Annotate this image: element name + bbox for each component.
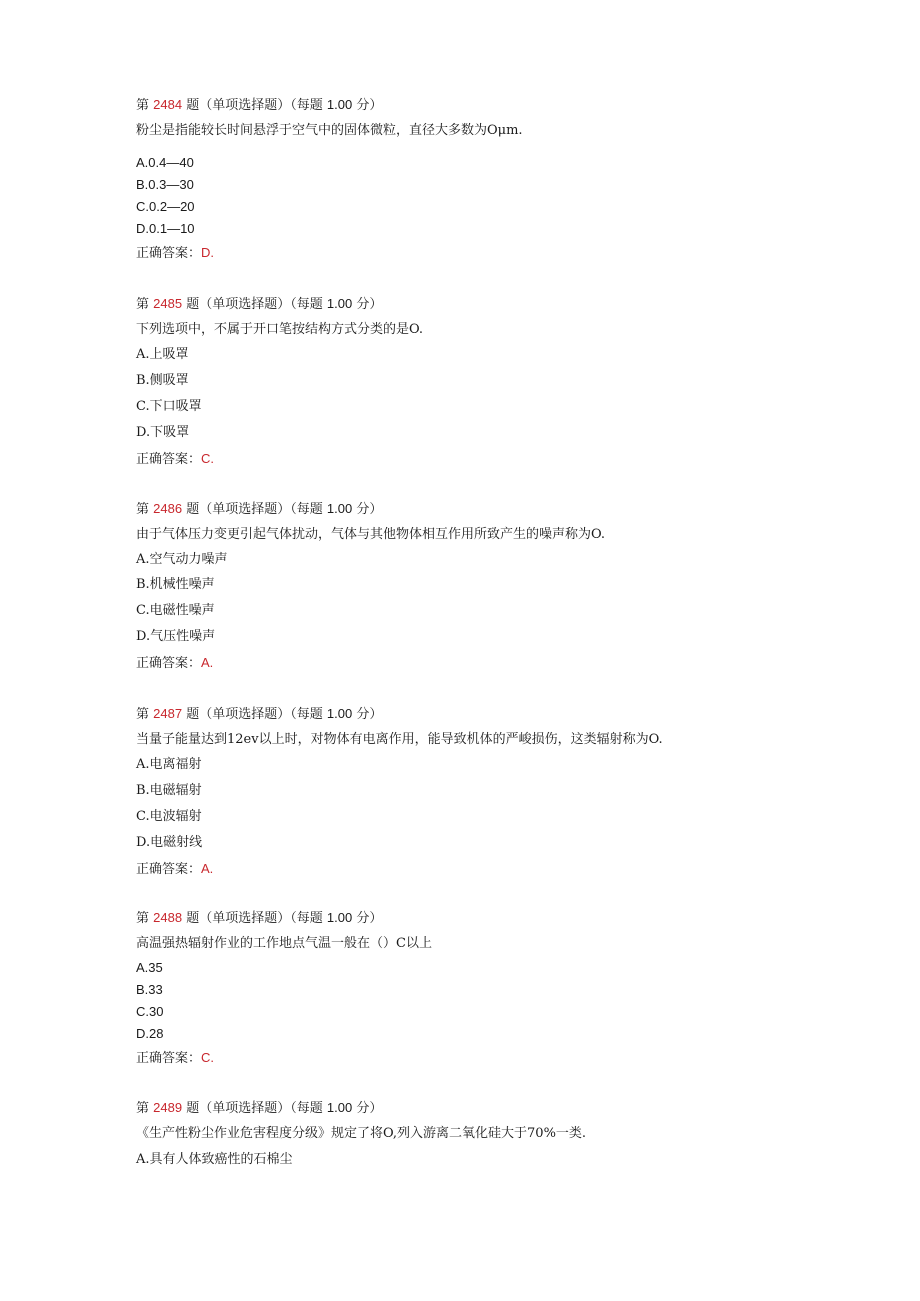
option-a: A.空气动力噪声 [136,552,228,567]
question-header: 第 2486 题（单项选择题）（每题 1.00 分） [136,501,383,517]
option-c: C.电波辐射 [136,809,202,824]
option-c: C.30 [136,1004,164,1019]
answer-line: 正确答案：A. [136,655,214,671]
answer-line: 正确答案：A. [136,861,214,877]
answer-value: C. [201,451,215,466]
question-header: 第 2489 题（单项选择题）（每题 1.00 分） [136,1100,383,1116]
option-a: A.0.4—40 [136,155,194,170]
question-stem: 粉尘是指能较长时间悬浮于空气中的固体微粒，直径大多数为Oμm. [136,123,523,138]
option-c: C.电磁性噪声 [136,603,215,618]
question-number: 2486 [153,501,183,516]
option-d: D.气压性噪声 [136,629,216,644]
question-stem: 由于气体压力变更引起气体扰动，气体与其他物体相互作用所致产生的噪声称为O. [136,527,606,542]
question-number: 2487 [153,706,183,721]
question-header: 第 2488 题（单项选择题）（每题 1.00 分） [136,910,383,926]
option-a: A.具有人体致癌性的石棉尘 [136,1152,293,1167]
option-c: C.0.2—20 [136,199,195,214]
question-header: 第 2487 题（单项选择题）（每题 1.00 分） [136,706,383,722]
option-b: B.电磁辐射 [136,783,202,798]
answer-line: 正确答案：C. [136,1050,215,1066]
question-number: 2489 [153,1100,183,1115]
option-c: C.下口吸罩 [136,399,202,414]
option-b: B.侧吸罩 [136,373,189,388]
question-stem: 《生产性粉尘作业危害程度分级》规定了将O,列入游离二氧化硅大于70%一类. [136,1126,587,1141]
option-d: D.下吸罩 [136,425,190,440]
answer-line: 正确答案：C. [136,451,215,467]
option-d: D.28 [136,1026,164,1041]
option-d: D.电磁射线 [136,835,203,850]
answer-value: A. [201,861,214,876]
question-stem: 当量子能量达到12ev以上时，对物体有电离作用，能导致机体的严峻损伤，这类辐射称为O. [136,732,663,747]
question-number: 2485 [153,296,183,311]
question-header: 第 2484 题（单项选择题）（每题 1.00 分） [136,97,383,113]
answer-value: D. [201,245,215,260]
answer-value: A. [201,655,214,670]
answer-line: 正确答案：D. [136,245,215,261]
option-a: A.电离福射 [136,757,202,772]
option-b: B.33 [136,982,163,997]
question-number: 2484 [153,97,183,112]
option-d: D.0.1—10 [136,221,195,236]
answer-value: C. [201,1050,215,1065]
question-stem: 高温强热辐射作业的工作地点气温一般在（）C以上 [136,936,432,951]
option-a: A.上吸罩 [136,347,189,362]
option-b: B.0.3—30 [136,177,194,192]
option-a: A.35 [136,960,163,975]
question-number: 2488 [153,910,183,925]
option-b: B.机械性噪声 [136,577,215,592]
question-header: 第 2485 题（单项选择题）（每题 1.00 分） [136,296,383,312]
question-stem: 下列选项中，不属于开口笔按结构方式分类的是O. [136,322,424,337]
